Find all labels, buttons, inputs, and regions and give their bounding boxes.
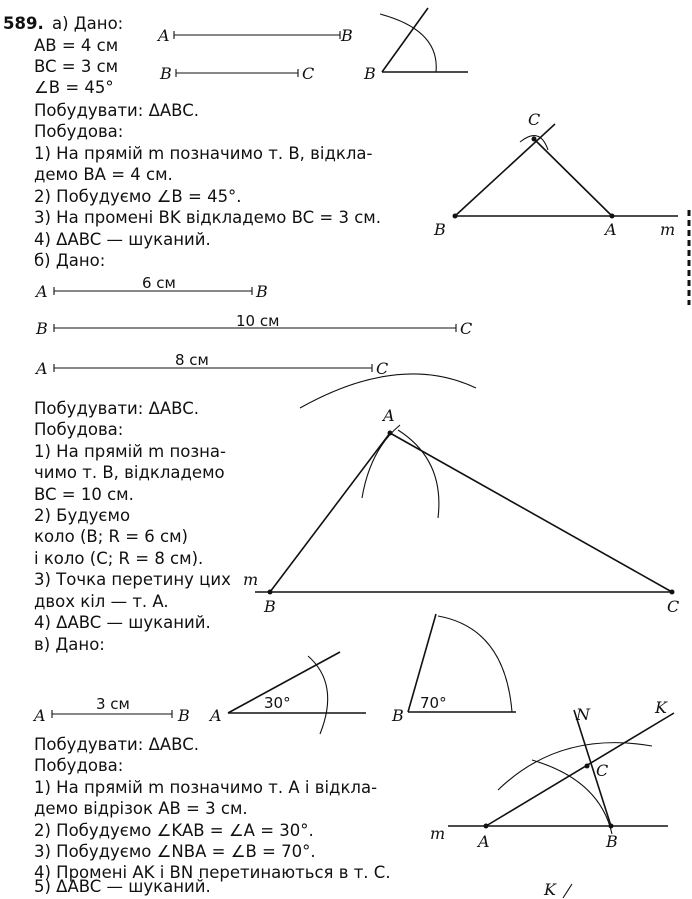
segment-length: 10 см: [236, 312, 280, 330]
ray-label-n: N: [576, 705, 590, 724]
segment-ac-8: [54, 364, 372, 372]
step-line: двох кіл — т. A.: [34, 592, 169, 611]
step-line: 2) Будуємо: [34, 506, 131, 525]
point-label-b: B: [341, 26, 353, 45]
triangle-abc-c: [448, 710, 674, 898]
step-line: 3) Точка перетину цих: [34, 570, 231, 589]
point-label-b: B: [264, 597, 276, 616]
segment-length: 3 см: [96, 695, 130, 713]
step-line: 1) На прямій m позна-: [34, 442, 226, 461]
step-line: 3) Побудуємо ∠NBA = ∠B = 70°.: [34, 842, 316, 861]
point-label-b: B: [256, 282, 268, 301]
construct-line: Побудувати: ΔABC.: [34, 101, 199, 120]
angle-vertex-b: B: [392, 706, 404, 725]
step-line: коло (B; R = 6 см): [34, 527, 188, 546]
point-label-c: C: [302, 64, 315, 83]
angle-vertex-a: A: [210, 706, 222, 725]
point-label-a: A: [383, 406, 395, 425]
ray-label-k: K: [655, 698, 667, 717]
step-line: 1) На прямій m позначимо т. A і відкла-: [34, 778, 378, 797]
step-line: 2) Побудуємо ∠KAB = ∠A = 30°.: [34, 821, 314, 840]
construct-line: Побудувати: ΔABC.: [34, 735, 199, 754]
point-label-a: A: [158, 26, 170, 45]
triangle-abc-a: [453, 124, 679, 219]
step-line: чимо т. B, відкладемо: [34, 463, 225, 482]
step-line: демо відрізок AB = 3 см.: [34, 799, 248, 818]
ray-label-k: K: [544, 880, 556, 899]
part-a-header: а) Дано:: [52, 14, 124, 33]
segment-length: 8 см: [175, 351, 209, 369]
point-label-a: A: [605, 220, 617, 239]
point-label-b: B: [160, 64, 172, 83]
point-label-c: C: [596, 761, 609, 780]
construction-title: Побудова:: [34, 420, 124, 439]
step-line: демо BA = 4 см.: [34, 165, 173, 184]
point-label-a: A: [36, 359, 48, 378]
point-label-b: B: [434, 220, 446, 239]
point-label-b: B: [36, 319, 48, 338]
line-label-m: m: [243, 570, 259, 589]
given-angle-45: [380, 8, 468, 72]
triangle-abc-b: [255, 374, 675, 595]
line-label-m: m: [660, 220, 676, 239]
angle-vertex-b: B: [364, 64, 376, 83]
point-label-c: C: [528, 110, 541, 129]
segment-length: 6 см: [142, 274, 176, 292]
part-b-header: б) Дано:: [34, 251, 106, 270]
step-line: 1) На прямій m позначимо т. B, відкла-: [34, 144, 373, 163]
point-label-c: C: [667, 597, 680, 616]
construction-title: Побудова:: [34, 122, 124, 141]
given-segment-ab: [174, 31, 340, 39]
point-label-c: C: [376, 359, 389, 378]
step-line: 2) Побудуємо ∠B = 45°.: [34, 187, 242, 206]
point-label-b: B: [606, 832, 618, 851]
point-label-c: C: [460, 319, 473, 338]
step-line: 4) Промені AK і BN перетинаються в т. C.: [34, 863, 391, 882]
angle-value: 30°: [264, 694, 291, 712]
point-label-a: A: [36, 282, 48, 301]
point-label-a: A: [478, 832, 490, 851]
part-c-header: в) Дано:: [34, 635, 105, 654]
step-line: і коло (C; R = 8 см).: [34, 549, 204, 568]
step-line: 5) ΔABC — шуканий.: [34, 877, 211, 896]
given-line: AB = 4 см: [34, 36, 119, 55]
point-label-a: A: [34, 706, 46, 725]
point-label-b: B: [178, 706, 190, 725]
given-line: BC = 3 см: [34, 57, 119, 76]
line-label-m: m: [430, 824, 446, 843]
given-line: ∠B = 45°: [34, 78, 114, 97]
step-line: 4) ΔABC — шуканий.: [34, 230, 211, 249]
given-angle-30: [228, 652, 366, 734]
step-line: 4) ΔABC — шуканий.: [34, 613, 211, 632]
step-line: BC = 10 см.: [34, 485, 134, 504]
angle-value: 70°: [420, 694, 447, 712]
construct-line: Побудувати: ΔABC.: [34, 399, 199, 418]
step-line: 3) На промені BK відкладемо BC = 3 см.: [34, 208, 381, 227]
problem-number: 589.: [3, 14, 44, 33]
given-segment-bc: [176, 69, 298, 77]
construction-title: Побудова:: [34, 756, 124, 775]
